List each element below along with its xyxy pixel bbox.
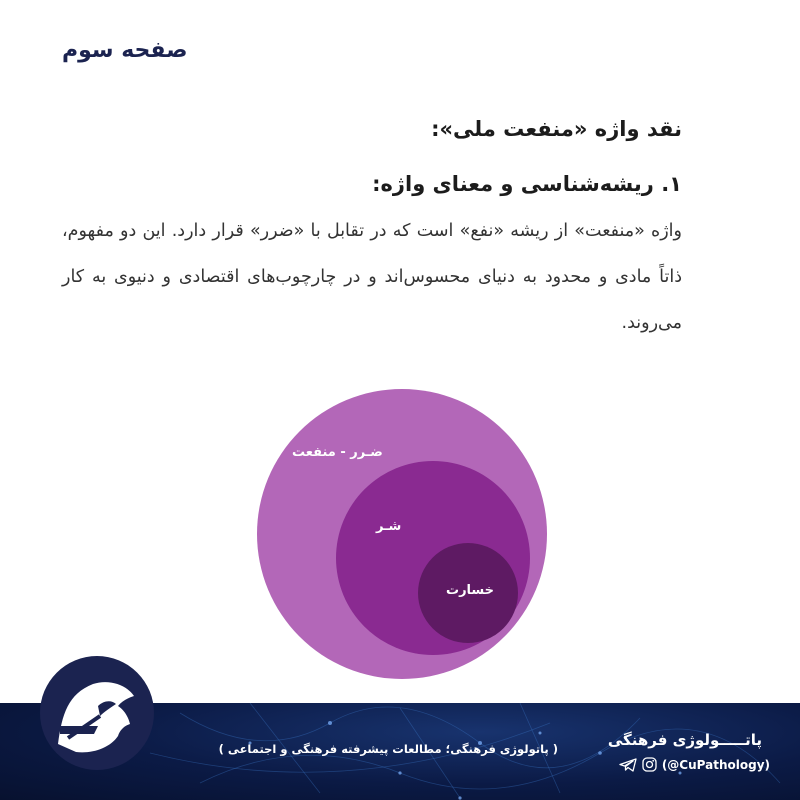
telegram-icon[interactable] [619,758,637,772]
paragraph-text: واژه «منفعت» از ریشه «نفع» است که در تقابل با «ضرر» قرار دارد. این دو مفهوم، ذاتاً مادی و محدود به دنیای محسوس‌اند و در چارچوب‌های اقتصادی و دنیوی به کار می‌روند. [62,221,682,333]
brand-title: پاتـــــولوژی فرهنگی [607,731,762,749]
outer-circle-label: ضـرر - منفعت [292,445,383,460]
brand-logo [38,654,156,772]
page-label: صفحه سوم [62,38,188,63]
instagram-icon[interactable] [642,757,657,772]
handle-text[interactable]: (@CuPathology) [661,757,770,772]
sub-heading: ۱. ریشه‌شناسی و معنای واژه: [372,172,682,196]
footer-subtitle: ( پاتولوژی فرهنگی؛ مطالعات پیشرفته فرهنگی و اجتماعی ) [218,742,558,756]
social-handle-row [619,757,770,772]
middle-circle-label: شـر [376,519,402,534]
main-heading: نقد واژه «منفعت ملی»: [431,117,682,141]
inner-circle-label: خسارت [446,583,495,598]
